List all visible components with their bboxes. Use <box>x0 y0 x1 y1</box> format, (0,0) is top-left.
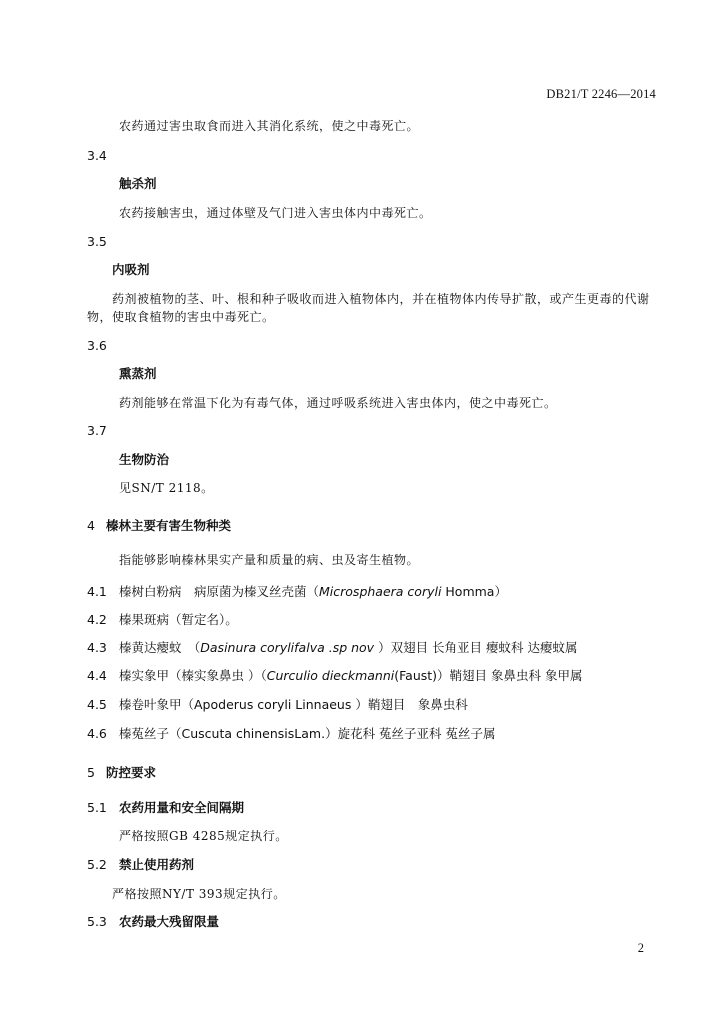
item-4-6-text: 榛菟丝子（Cuscuta chinensisLam.）旋花科 菟丝子亚科 菟丝子属 <box>119 726 496 741</box>
item-4-3 <box>119 640 724 656</box>
clause-number-5-1: 5.1 <box>87 800 107 815</box>
clause-5-2-text: 严格按照NY/T 393规定执行。 <box>112 887 286 901</box>
term-systemic-insecticide: 内吸剂 <box>112 262 150 277</box>
chapter-number-5: 5 <box>87 765 95 780</box>
item-4-1-suffix: Homma） <box>441 584 507 599</box>
item-4-3-text: 榛黄达瘿蚊 （ <box>119 640 201 655</box>
clause-number-5-2: 5.2 <box>87 857 107 872</box>
clause-number-3-6: 3.6 <box>87 338 107 353</box>
clause-title-5-1: 农药用量和安全间隔期 <box>119 800 245 815</box>
clause-5-1-text: 严格按照GB 4285规定执行。 <box>119 829 288 843</box>
standard-number: DB21/T 2246—2014 <box>546 87 656 101</box>
definition-3-4-text: 农药接触害虫，通过体壁及气门进入害虫体内中毒死亡。 <box>119 206 432 220</box>
item-4-2-text: 榛果斑病（暂定名）。 <box>119 612 238 627</box>
item-number-4-3: 4.3 <box>87 640 107 655</box>
chapter-title-4: 榛林主要有害生物种类 <box>106 518 232 533</box>
term-fumigant: 熏蒸剂 <box>119 366 157 381</box>
page-number: 2 <box>637 941 644 955</box>
clause-number-3-7: 3.7 <box>87 423 107 438</box>
item-number-4-4: 4.4 <box>87 668 107 683</box>
clause-number-5-3: 5.3 <box>87 914 107 929</box>
clause-title-5-2: 禁止使用药剂 <box>119 857 195 872</box>
item-4-5-text: 榛卷叶象甲（Apoderus coryli Linnaeus ）鞘翅目 象鼻虫科 <box>119 697 468 712</box>
chapter-4-intro: 指能够影响榛林果实产量和质量的病、虫及寄生植物。 <box>119 553 420 567</box>
item-4-1 <box>119 584 724 600</box>
definition-3-5-text-line1: 药剂被植物的茎、叶、根和种子吸收而进入植物体内，并在植物体内传导扩散，或产生更毒的代谢 <box>112 292 650 306</box>
item-4-3-latin-name: Dasinura corylifalva .sp nov <box>200 640 375 655</box>
item-4-3-suffix: ）双翅目 长角亚目 瘿蚊科 达瘿蚊属 <box>374 640 578 655</box>
term-contact-insecticide: 触杀剂 <box>119 176 157 191</box>
chapter-number-4: 4 <box>87 518 95 533</box>
item-number-4-1: 4.1 <box>87 584 107 599</box>
item-4-4 <box>119 668 724 684</box>
chapter-title-5: 防控要求 <box>106 765 157 780</box>
definition-3-7-text: 见SN/T 2118。 <box>119 481 214 495</box>
clause-number-3-4: 3.4 <box>87 148 107 163</box>
item-4-1-latin-name: Microsphaera coryli <box>319 584 442 599</box>
item-4-4-suffix: (Faust)）鞘翅目 象鼻虫科 象甲属 <box>394 668 583 683</box>
term-biological-control: 生物防治 <box>119 452 170 467</box>
item-4-1-text: 榛树白粉病 病原菌为榛叉丝壳菌（ <box>119 584 320 599</box>
item-4-4-latin-name: Curculio dieckmanni <box>266 668 395 683</box>
definition-3-6-text: 药剂能够在常温下化为有毒气体，通过呼吸系统进入害虫体内，使之中毒死亡。 <box>119 396 557 410</box>
item-number-4-5: 4.5 <box>87 697 107 712</box>
item-4-4-text: 榛实象甲（榛实象鼻虫 ）（ <box>119 668 267 683</box>
definition-3-5-text-line2: 物，使取食植物的害虫中毒死亡。 <box>87 310 275 324</box>
item-number-4-6: 4.6 <box>87 726 107 741</box>
item-number-4-2: 4.2 <box>87 612 107 627</box>
clause-title-5-3: 农药最大残留限量 <box>119 914 220 929</box>
definition-3-3-text: 农药通过害虫取食而进入其消化系统，使之中毒死亡。 <box>119 119 420 133</box>
clause-number-3-5: 3.5 <box>87 234 107 249</box>
